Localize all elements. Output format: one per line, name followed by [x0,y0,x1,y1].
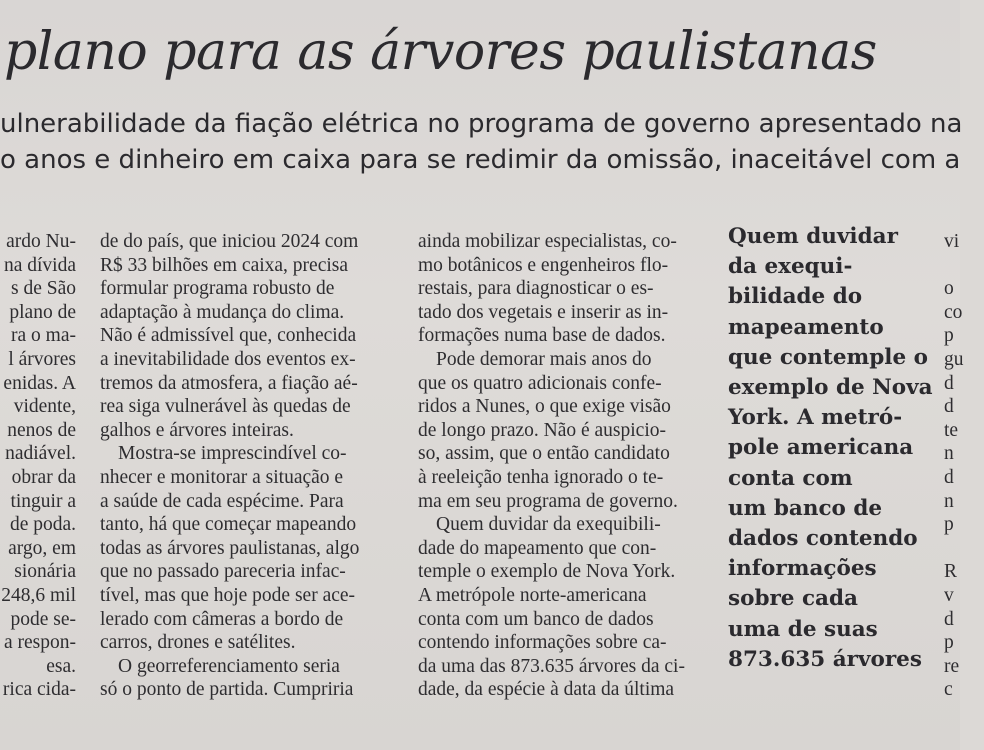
text-line: formular programa robusto de [100,278,335,300]
text-line: plano de [9,301,76,323]
text-line: à reeleição tenha ignorado o te- [418,466,664,488]
text-line: v [944,584,954,606]
text-line: gu [944,348,964,370]
text-line: p [944,514,954,536]
text-line: s de São [11,278,76,300]
text-line: 248,6 mil [1,584,76,606]
text-line: de poda. [9,514,76,536]
subheadline [0,106,962,178]
text-line: c [944,679,953,701]
pull-quote-line: 873.635 árvores [728,646,922,672]
text-line: ardo Nu- [6,231,76,252]
text-line: contendo informações sobre ca- [418,632,667,654]
article-column-3 [418,230,708,702]
pull-quote-line: dados contendo [728,526,918,552]
text-line: nhecer e monitorar a situação e [100,466,344,488]
text-line: de do país, que iniciou 2024 com [100,231,359,252]
headline: plano para as árvores paulistanas [4,22,877,82]
text-line: argo, em [8,537,76,559]
pull-quote-line: sobre cada [728,586,858,612]
text-line: enidas. A [3,372,76,394]
text-line: co [944,301,963,323]
text-line: adaptação à mudança do clima. [100,301,345,323]
text-line: p [944,325,954,347]
text-line: te [944,419,959,441]
text-line: vi [944,231,960,252]
text-line: temple o exemplo de Nova York. [418,561,676,583]
pull-quote-line: da exequi- [728,254,853,280]
text-line: só o ponto de partida. Cumpriria [100,679,354,701]
text-line: n [944,443,954,465]
text-line: tanto, há que começar mapeando [100,514,357,536]
text-line: so, assim, que o então candidato [418,443,670,465]
text-line: sionária [14,561,76,583]
pull-quote-line: exemplo de Nova [728,375,933,401]
text-line: tinguir a [10,490,76,512]
text-line: d [944,608,954,630]
text-line: R [944,561,958,583]
pull-quote-line: pole americana [728,435,914,461]
text-line: O georreferenciamento seria [118,655,340,677]
text-line [944,254,984,278]
text-line: que os quatro adicionais confe- [418,372,662,394]
text-line: pode se- [10,608,76,630]
text-line: tremos da atmosfera, a fiação aé- [100,372,358,394]
article-column-5 [944,230,984,702]
text-line: A metrópole norte-americana [418,584,647,606]
pull-quote-line: que contemple o [728,344,928,370]
text-line: nadiável. [5,443,76,465]
text-line: conta com um banco de dados [418,608,654,630]
text-line: obrar da [11,466,76,488]
text-line: lerado com câmeras a bordo de [100,608,344,630]
text-line: vidente, [13,396,76,418]
text-line: tível, mas que hoje pode ser ace- [100,584,356,606]
text-line: que no passado pareceria infac- [100,561,346,583]
text-line: dade do mapeamento que con- [418,537,657,559]
text-line: d [944,372,954,394]
text-line: l árvores [8,348,76,370]
pull-quote [728,222,933,675]
text-line: a saúde de cada espécime. Para [100,490,344,512]
pull-quote-line: informações [728,556,877,582]
pull-quote-line: Quem duvidar [728,224,898,249]
text-line: tado dos vegetais e inserir as in- [418,301,669,323]
text-line: ra o ma- [11,325,76,347]
article-column-2 [100,230,396,702]
text-line: R$ 33 bilhões em caixa, precisa [100,254,349,276]
pull-quote-line: York. A metró- [728,405,903,431]
text-line: Quem duvidar da exequibili- [436,514,661,536]
article-column-1 [0,230,76,702]
text-line: na dívida [3,254,76,276]
pull-quote-line: conta com [728,465,853,491]
pull-quote-line: mapeamento [728,314,884,340]
text-line: esa. [46,655,76,677]
text-line: carros, drones e satélites. [100,632,296,654]
text-line: d [944,396,954,418]
text-line: dade, da espécie à data da última [418,679,675,701]
pull-quote-line: bilidade do [728,284,863,310]
text-line: a inevitabilidade dos eventos ex- [100,348,356,370]
pull-quote-line: uma de suas [728,616,878,642]
text-line: formações numa base de dados. [418,325,666,347]
text-line: ma em seu programa de governo. [418,490,678,512]
text-line: o [944,278,954,300]
text-line: ainda mobilizar especialistas, co- [418,231,677,252]
text-line: ridos a Nunes, o que exige visão [418,396,671,418]
text-line: re [944,655,960,677]
text-line: rea siga vulnerável às quedas de [100,396,351,418]
text-line: nenos de [7,419,76,441]
text-line: rica cida- [2,679,76,701]
text-line: mo botânicos e engenheiros flo- [418,254,669,276]
text-line: restais, para diagnosticar o es- [418,278,654,300]
text-line: d [944,466,954,488]
text-line: n [944,490,954,512]
text-line [944,537,984,561]
text-line: da uma das 873.635 árvores da ci- [418,655,685,677]
subheadline-line: o anos e dinheiro em caixa para se redimir da omissão, inaceitável com a [0,145,961,175]
text-line: de longo prazo. Não é auspicio- [418,419,666,441]
text-line: Mostra-se imprescindível co- [118,443,347,465]
text-line: Não é admissível que, conhecida [100,325,357,347]
text-line: a respon- [3,632,76,654]
text-line: galhos e árvores inteiras. [100,419,294,441]
text-line: todas as árvores paulistanas, algo [100,537,360,559]
text-line: p [944,632,954,654]
text-line: Pode demorar mais anos do [436,348,652,370]
subheadline-line: ulnerabilidade da fiação elétrica no programa de governo apresentado na [0,109,963,139]
pull-quote-line: um banco de [728,495,883,521]
